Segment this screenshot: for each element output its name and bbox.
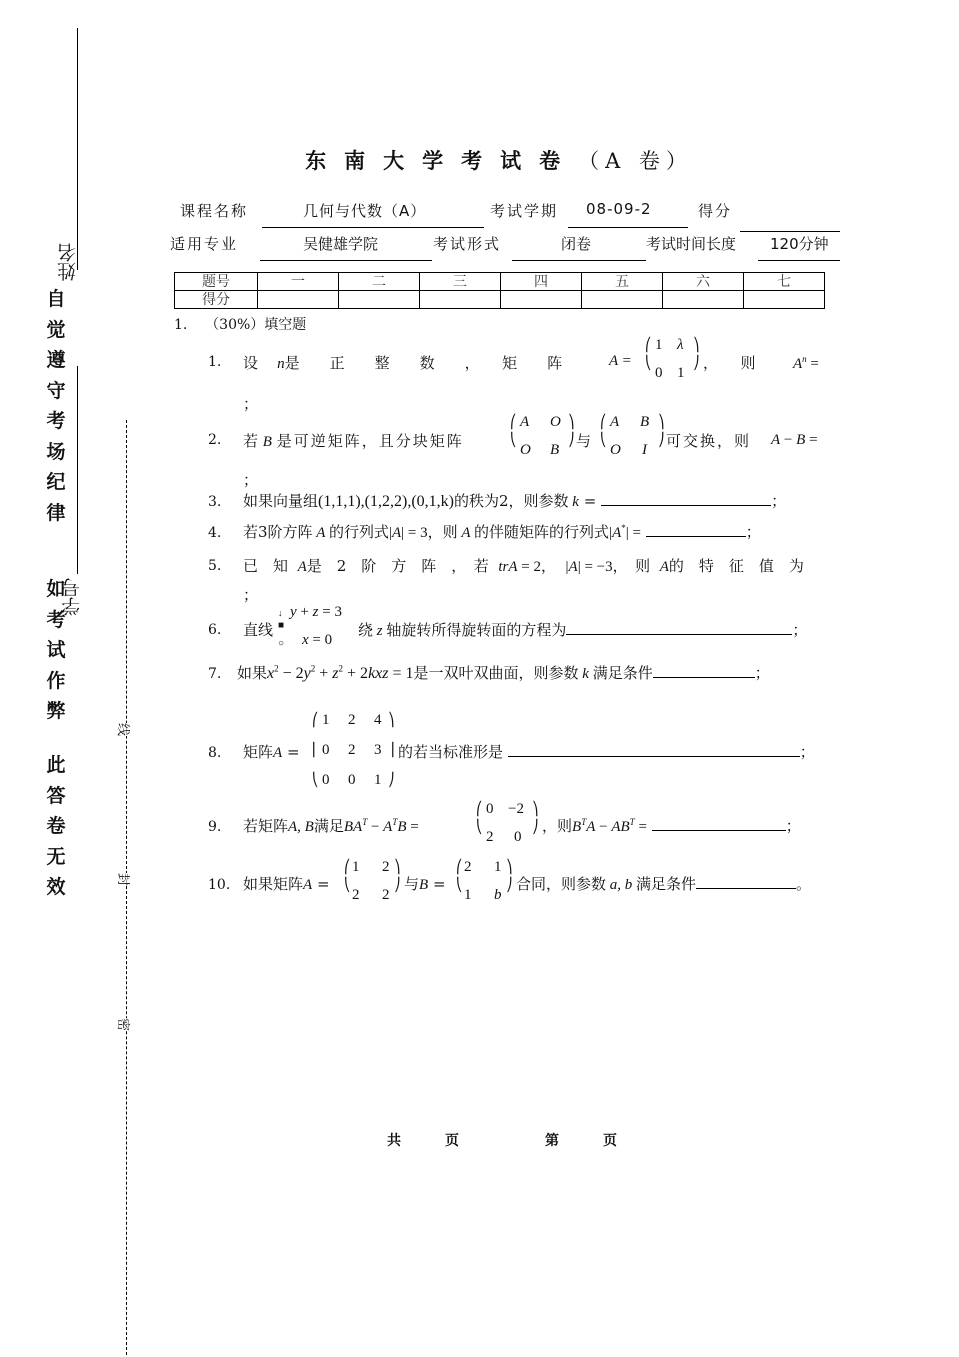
notice-char: 作 [46, 669, 66, 692]
q7-answer-blank[interactable] [653, 677, 755, 678]
term-label: 考试学期 [490, 202, 559, 220]
q3-text: 如果向量组(1,1,1),(1,2,2),(0,1,k)的秩为2，则参数 k = ； [243, 492, 787, 510]
notice-char: 效 [46, 876, 66, 898]
score-table-cell [420, 291, 501, 309]
q2-matrix-1: ⎛ ⎝ A O O B ⎞ ⎠ [510, 414, 575, 458]
q2-text: 若 B 是可逆矩阵，且分块矩阵 [243, 432, 464, 450]
section-number: 1. [174, 317, 188, 333]
score-label: 得分 [698, 202, 733, 220]
notice-char: 场 [46, 440, 66, 463]
q7-text: 如果$x^2 - 2y^2 + z^2 + 2kxz = 1$是一双叶双曲面，则参数 k 满足条件 ； [237, 663, 770, 682]
term-underline [568, 227, 688, 228]
notice-char: 考 [46, 608, 66, 631]
score-table-cell: 四 [501, 273, 582, 291]
course-value: 几何与代数（A） [303, 202, 427, 220]
q7-number: 7. [208, 666, 222, 682]
score-table-score-row [175, 291, 825, 309]
duration-label: 考试时间长度 [646, 235, 737, 253]
exam-title-main: 东南大学考试卷 [305, 148, 579, 173]
major-value: 吴健雄学院 [303, 235, 379, 253]
q6-line-system: ↓ ■ ○ y + z = 3 x = 0 [278, 604, 342, 649]
q9-answer-blank[interactable] [652, 830, 786, 831]
notice-char: 此 [46, 754, 66, 776]
notice-char: 考 [46, 410, 66, 432]
q8-answer-blank[interactable] [508, 756, 800, 757]
q1-matrix: A = ⎛ ⎝ λ 1 0 1 ⎞ ⎠ [609, 337, 700, 381]
notice-char: 守 [46, 379, 66, 402]
form-underline [512, 260, 646, 261]
footer-nth: 第 [545, 1133, 559, 1149]
name-label: 姓名 [57, 243, 79, 281]
q4-answer-blank[interactable] [646, 536, 746, 537]
q3-answer-blank[interactable] [601, 505, 771, 506]
q6-answer-blank[interactable] [566, 634, 792, 635]
q6-text-1: 直线 [243, 621, 274, 639]
q1-power: $A^n$ = [793, 354, 819, 372]
q10-text-3: 合同，则参数 a, b 满足条件 。 [516, 875, 812, 893]
seal-mark-xian: 线 [115, 723, 134, 736]
score-table-cell: 题号 [175, 273, 258, 291]
q2-then: 可交换，则 [666, 432, 752, 450]
q10-text-2: 与B = [404, 875, 446, 893]
q5-number: 5. [208, 558, 222, 574]
q4-number: 4. [208, 525, 222, 541]
q9-text-2: ，则$B^TA - AB^T$ = ； [542, 817, 801, 835]
seal-mark-feng: 封 [115, 873, 134, 886]
score-table-cell: 得分 [175, 291, 258, 309]
major-underline [260, 260, 432, 261]
score-table-cell: 二 [339, 273, 420, 291]
q2-matrix-2: ⎛ ⎝ A B O I ⎞ ⎠ [600, 414, 665, 458]
q10-text-1: 如果矩阵A = [243, 875, 330, 893]
score-table [174, 272, 825, 309]
seal-line [126, 420, 127, 1355]
score-table-cell [501, 291, 582, 309]
form-value: 闭卷 [561, 235, 592, 253]
q1-text: 设 n是 正 整 数 ， 矩 阵 [243, 354, 563, 372]
exam-title [0, 145, 959, 175]
score-table-cell [582, 291, 663, 309]
notice-char: 答 [46, 784, 66, 807]
score-table-cell [663, 291, 744, 309]
notice-char: 卷 [46, 815, 66, 837]
course-label: 课程名称 [180, 202, 249, 220]
footer-total: 共 [387, 1133, 401, 1149]
exam-title-suffix: （A 卷） [578, 149, 693, 173]
term-value: 08-09-2 [586, 200, 652, 218]
form-label: 考试形式 [433, 235, 502, 253]
footer-page-2: 页 [603, 1133, 617, 1149]
invalid-notice [44, 750, 68, 903]
q1-number: 1. [208, 354, 222, 370]
exam-discipline-notice [44, 284, 68, 528]
q9-number: 9. [208, 819, 222, 835]
q2-expr: A − B = [771, 432, 818, 448]
score-underline [740, 231, 840, 232]
q10-answer-blank[interactable] [696, 888, 796, 889]
student-id-label: 学号 [61, 578, 83, 616]
margin-rule-mid [77, 366, 78, 574]
q9-text-1: 若矩阵A, B满足$BA^T - A^TB$ = [243, 817, 419, 835]
q1-end: ； [243, 395, 259, 413]
course-underline [262, 227, 484, 228]
score-table-cell: 六 [663, 273, 744, 291]
q8-text-2: 的若当标准形是 ； [398, 743, 815, 761]
score-table-cell: 一 [258, 273, 339, 291]
seal-mark-mi: 密 [115, 1018, 134, 1031]
q3-number: 3. [208, 494, 222, 510]
footer-page-1: 页 [445, 1133, 459, 1149]
q10-number: 10. [208, 877, 231, 893]
score-table-cell [339, 291, 420, 309]
notice-char: 弊 [46, 700, 66, 722]
notice-char: 遵 [46, 349, 66, 371]
q8-number: 8. [208, 745, 222, 761]
q2-number: 2. [208, 432, 222, 448]
score-table-cell [258, 291, 339, 309]
q1-then: ， 则 [703, 354, 756, 372]
q9-matrix: ⎛ ⎝ 0 −2 2 0 ⎞ ⎠ [476, 801, 539, 845]
section-title: （30%）填空题 [205, 317, 307, 333]
score-table-header-row [175, 273, 825, 291]
q5-text: 已 知 A是 2 阶 方 阵 ， 若 trA = 2， |A| = −3， 则 A的 特 征 值 为 [243, 557, 804, 575]
q5-end: ； [243, 586, 259, 604]
cheating-notice [44, 574, 68, 727]
score-table-cell [744, 291, 825, 309]
score-table-cell: 三 [420, 273, 501, 291]
duration-underline [758, 260, 840, 261]
q8-text-1: 矩阵A = [243, 743, 300, 761]
notice-char: 律 [46, 501, 66, 524]
major-label: 适用专业 [170, 235, 239, 253]
q8-matrix: ⎛ ⎜ ⎝ 1 2 4 0 2 3 0 0 1 ⎞ ⎟ ⎠ [312, 712, 395, 788]
q6-text-2: 绕 z 轴旋转所得旋转面的方程为 ； [358, 621, 808, 639]
notice-char: 无 [46, 845, 66, 868]
q6-number: 6. [208, 622, 222, 638]
notice-char: 自 [46, 288, 66, 310]
notice-char: 纪 [46, 471, 66, 493]
q4-text: 若3阶方阵 A 的行列式|A| = 3，则 A 的伴随矩阵的行列式|A*| = ； [243, 523, 761, 541]
notice-char: 如 [46, 578, 66, 600]
q2-end: ； [243, 471, 259, 489]
q10-matrix-b: ⎛ ⎝ 2 1 1 b ⎞ ⎠ [456, 859, 513, 903]
score-table-cell: 五 [582, 273, 663, 291]
section-heading [174, 314, 306, 334]
score-table-cell: 七 [744, 273, 825, 291]
notice-char: 觉 [46, 318, 66, 341]
q2-with: 与 [576, 432, 592, 450]
q10-matrix-a: ⎛ ⎝ 1 2 2 2 ⎞ ⎠ [344, 859, 401, 903]
duration-value: 120分钟 [770, 235, 829, 253]
notice-char: 试 [46, 639, 66, 661]
